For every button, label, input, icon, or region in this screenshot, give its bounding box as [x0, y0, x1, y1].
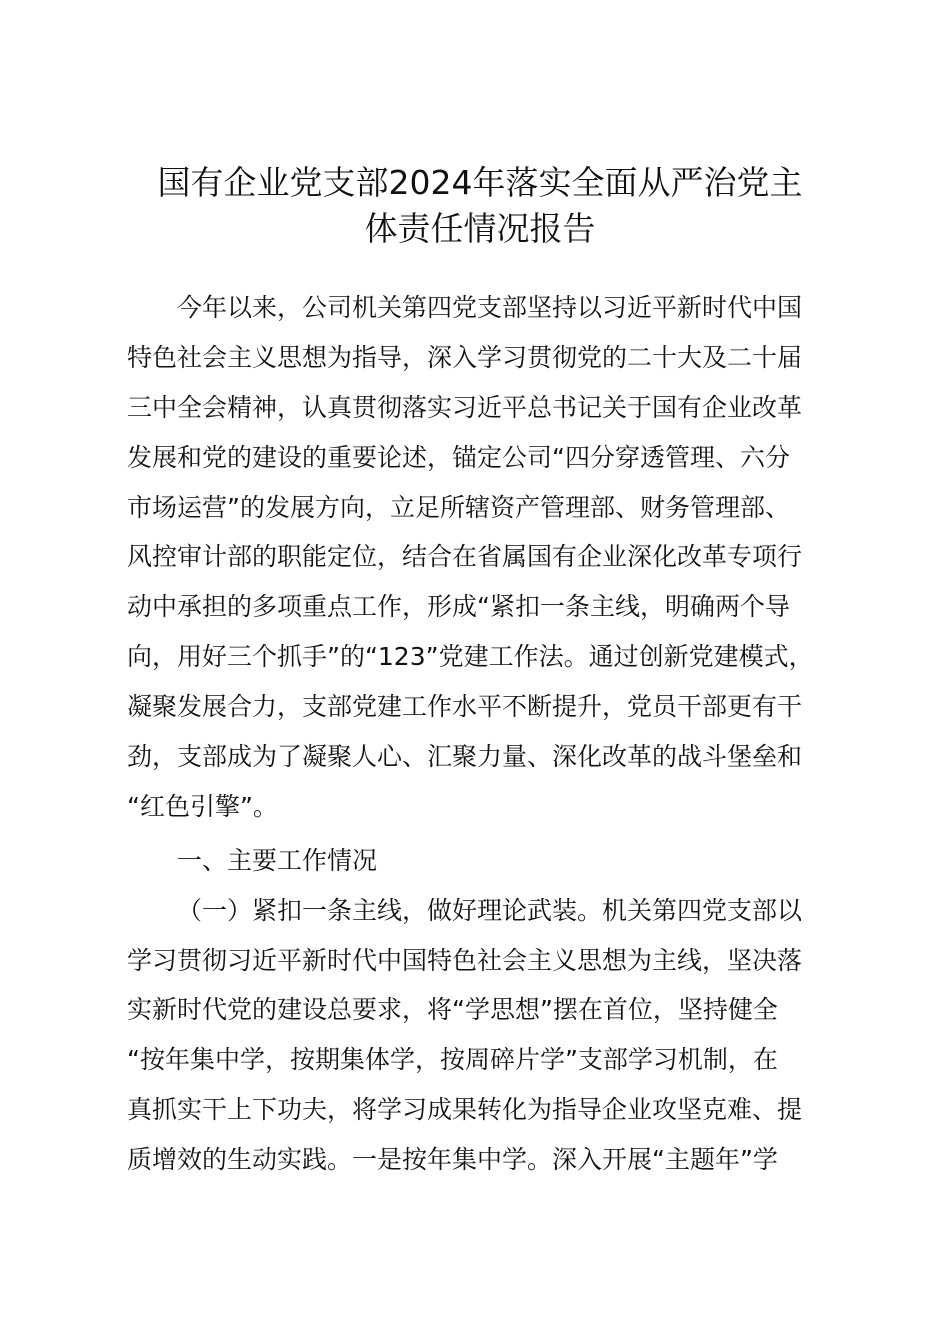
document-body: [127, 283, 857, 1185]
text-line: 市场运营”的发展方向，立足所辖资产管理部、财务管理部、: [127, 492, 790, 522]
text-line: 动中承担的多项重点工作，形成“紧扣一条主线，明确两个导: [127, 592, 790, 622]
document-title: [100, 160, 860, 252]
text-line: 真抓实干上下功夫，将学习成果转化为指导企业攻坚克难、提: [127, 1095, 803, 1125]
text-line: （一）紧扣一条主线，做好理论武装。机关第四党支部以: [177, 895, 803, 925]
section-heading: 一、主要工作情况: [177, 845, 378, 875]
text-line: 向，用好三个抓手”的“123”党建工作法。通过创新党建模式，: [127, 642, 814, 672]
paragraph-intro: [127, 283, 857, 832]
text-line: 三中全会精神，认真贯彻落实习近平总书记关于国有企业改革: [127, 392, 803, 422]
paragraph-section1: [127, 886, 857, 1185]
text-line: 学习贯彻习近平新时代中国特色社会主义思想为主线，坚决落: [127, 945, 803, 975]
text-line: 凝聚发展合力，支部党建工作水平不断提升，党员干部更有干: [127, 692, 803, 722]
text-line: 今年以来，公司机关第四党支部坚持以习近平新时代中国: [177, 293, 803, 322]
text-line: 实新时代党的建设总要求，将“学思想”摆在首位，坚持健全: [127, 995, 778, 1025]
text-line: 特色社会主义思想为指导，深入学习贯彻党的二十大及二十届: [127, 342, 803, 372]
text-line: 劲，支部成为了凝聚人心、汇聚力量、深化改革的战斗堡垒和: [127, 742, 803, 772]
title-line: 体责任情况报告: [364, 209, 596, 248]
text-line: 质增效的生动实践。一是按年集中学。深入开展“主题年”学: [127, 1145, 778, 1175]
text-line: “按年集中学，按期集体学，按周碎片学”支部学习机制，在: [127, 1045, 778, 1075]
text-line: “红色引擎”。: [127, 791, 278, 821]
text-line: 风控审计部的职能定位，结合在省属国有企业深化改革专项行: [127, 542, 803, 572]
text-line: 发展和党的建设的重要论述，锚定公司“四分穿透管理、六分: [127, 442, 790, 472]
title-line: 国有企业党支部2024年落实全面从严治党主: [157, 163, 803, 202]
